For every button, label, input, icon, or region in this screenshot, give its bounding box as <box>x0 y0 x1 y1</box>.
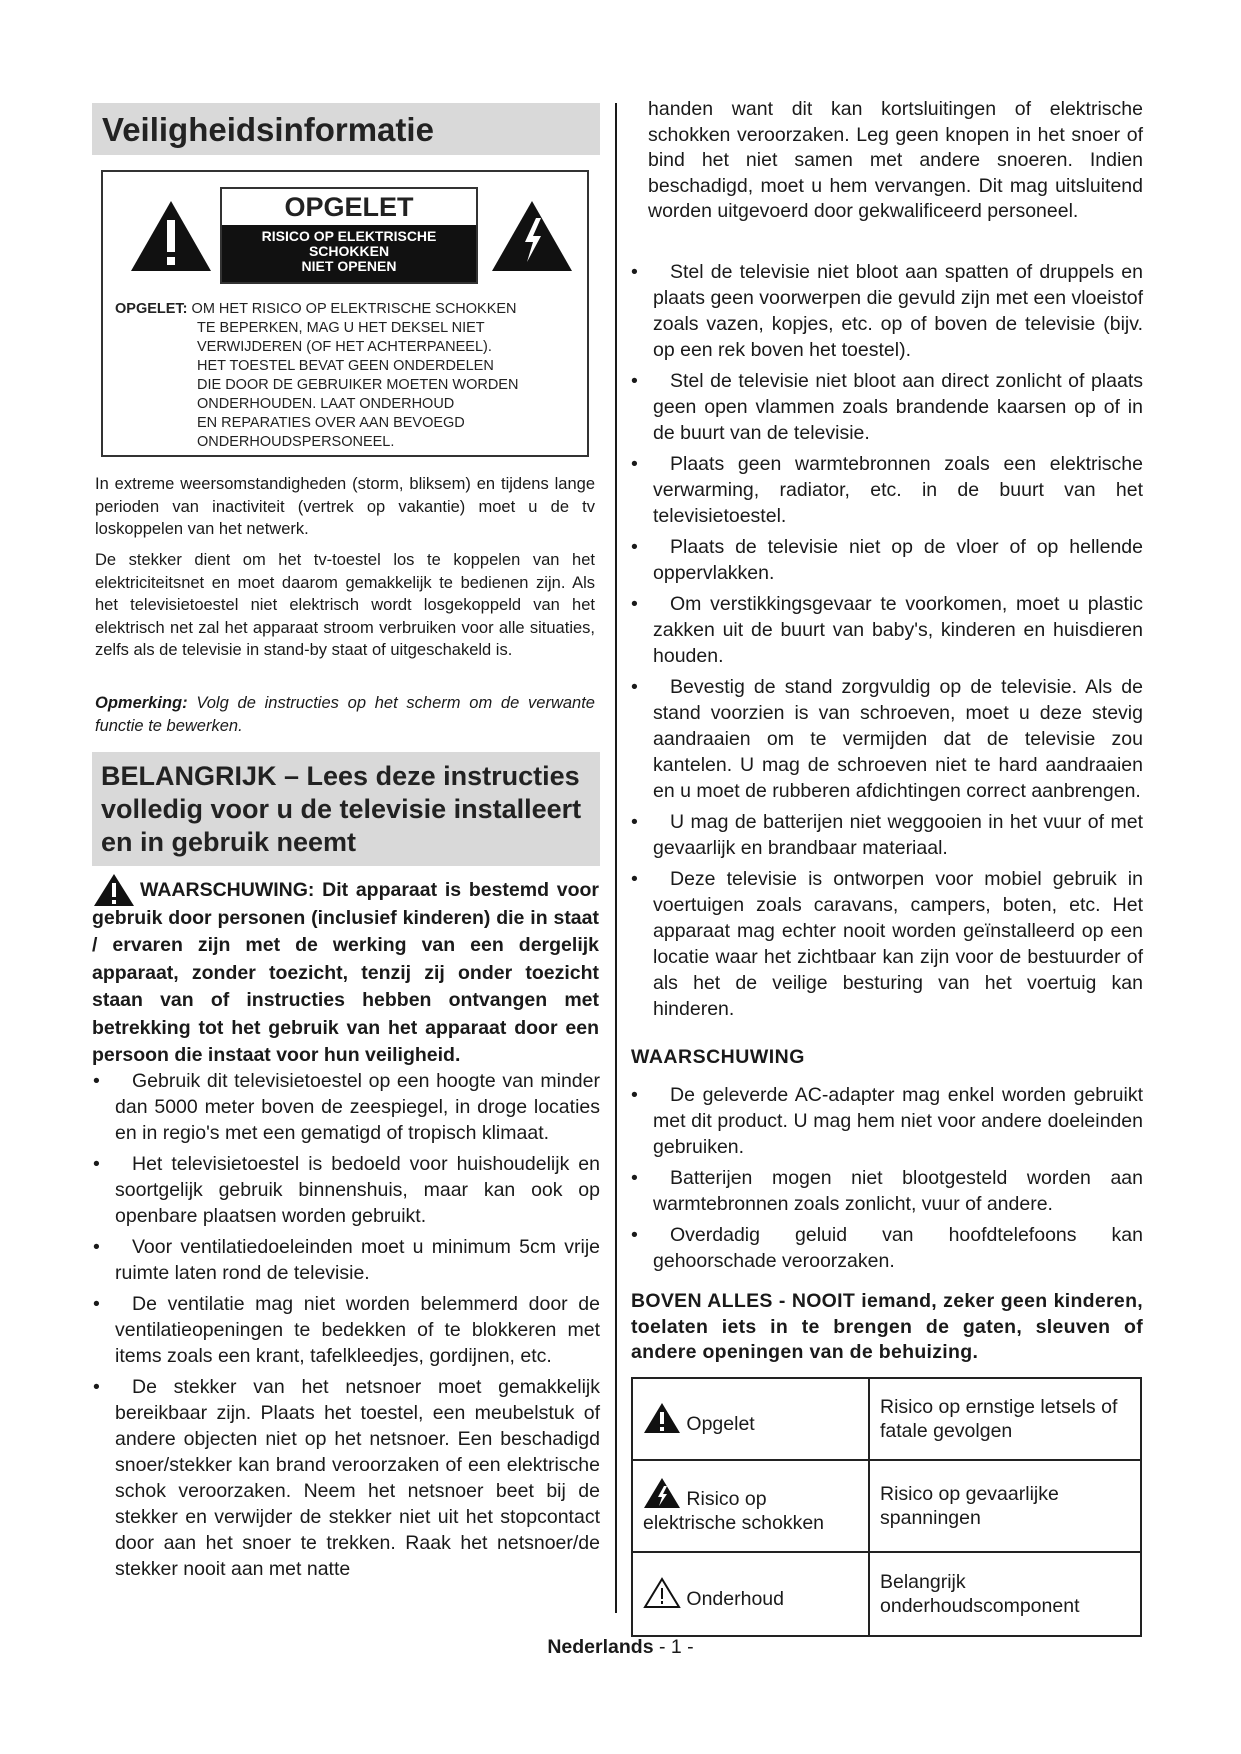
important-heading-text: BELANGRIJK – Lees deze instructies volledig voor u de televisie installeert en in gebruik neemt <box>101 761 582 857</box>
page-title: Veiligheidsinformatie <box>102 111 434 148</box>
list-item-text: Deze televisie is ontworpen voor mobiel gebruik in voertuigen zoals caravans, campers, boten, etc. Het apparaat mag echter nooit worden geïnstalleerd op een locatie waar het zichtbaar kan zijn voor de bestuurder of als het de veilige besturing van het voertuig kan hinderen. <box>653 868 1143 1020</box>
lightning-triangle-icon <box>491 200 573 272</box>
caution-subtitle-line: RISICO OP ELEKTRISCHE <box>261 228 437 244</box>
symbol-cell <box>632 1460 869 1552</box>
caution-subtitle-line: NIET OPENEN <box>301 258 397 274</box>
symbol-cell <box>632 1552 869 1636</box>
list-item-text: Het televisietoestel is bedoeld voor huishoudelijk en soortgelijk gebruik binnenshuis, maar kan ook op openbare plaatsen worden gebruikt. <box>115 1153 600 1227</box>
lightning-triangle-icon <box>643 1477 681 1509</box>
list-item-text: Voor ventilatiedoeleinden moet u minimum 5cm vrije ruimte laten rond de televisie. <box>115 1236 600 1284</box>
caution-text-label: OPGELET: <box>115 301 188 317</box>
list-item-text: U mag de batterijen niet weggooien in het vuur of met gevaarlijk en brandbaar materiaal. <box>653 811 1143 859</box>
caution-subtitle <box>222 225 476 282</box>
warning-bullet-list <box>631 1082 1143 1279</box>
caution-text-line: ONDERHOUDEN. LAAT ONDERHOUD <box>197 396 455 412</box>
weather-paragraph: In extreme weersomstandigheden (storm, bliksem) en tijdens lange perioden van inactiviteit (vertrek op vakantie) moet u de tv loskoppelen van het netwerk. <box>95 475 595 538</box>
right-bullet-list <box>631 259 1143 1027</box>
list-item <box>93 1291 600 1369</box>
list-item-text: Batterijen mogen niet blootgesteld worden aan warmtebronnen zoals zonlicht, vuur of andere. <box>653 1167 1143 1215</box>
caution-box <box>101 170 589 457</box>
symbol-label: Opgelet <box>686 1413 755 1435</box>
page-heading <box>92 103 600 155</box>
symbol-description: Belangrijk onderhoudscomponent <box>869 1552 1141 1636</box>
note-label: Opmerking: <box>95 694 188 712</box>
list-item <box>93 1151 600 1229</box>
symbol-description: Risico op gevaarlijke spanningen <box>869 1460 1141 1552</box>
caution-text-line: HET TOESTEL BEVAT GEEN ONDERDELEN <box>197 358 494 374</box>
caution-subtitle-line: SCHOKKEN <box>308 243 390 259</box>
opgelet-label-frame <box>220 187 478 284</box>
symbol-description: Risico op ernstige letsels of fatale gevolgen <box>869 1378 1141 1460</box>
list-item-text: Om verstikkingsgevaar te voorkomen, moet u plastic zakken uit de buurt van baby's, kinderen en huisdieren houden. <box>653 593 1143 667</box>
above-all-paragraph: BOVEN ALLES - NOOIT iemand, zeker geen kinderen, toelaten iets in te brengen de gaten, sleuven of andere openingen van de behuizing. <box>631 1290 1143 1363</box>
list-item <box>631 866 1143 1022</box>
caution-text-line: VERWIJDEREN (OF HET ACHTERPANEEL). <box>197 339 492 355</box>
caution-text-line: OM HET RISICO OP ELEKTRISCHE SCHOKKEN <box>191 301 517 317</box>
list-item-text: Overdadig geluid van hoofdtelefoons kan gehoorschade veroorzaken. <box>653 1224 1143 1272</box>
footer-page-number: - 1 - <box>658 1636 694 1658</box>
symbol-label: Onderhoud <box>686 1588 784 1610</box>
footer-language: Nederlands <box>547 1636 654 1658</box>
list-item <box>93 1374 600 1582</box>
list-item <box>631 591 1143 669</box>
caution-text <box>115 300 585 452</box>
list-item <box>93 1068 600 1146</box>
note-paragraph <box>95 692 595 737</box>
list-item <box>631 674 1143 804</box>
left-bullet-list <box>93 1068 600 1587</box>
symbol-cell <box>632 1378 869 1460</box>
list-item <box>93 1234 600 1286</box>
column-divider <box>615 103 617 1613</box>
list-item-text: De ventilatie mag niet worden belemmerd door de ventilatieopeningen te bedekken of te blokkeren met items zoals een krant, tafelkleedjes, gordijnen, etc. <box>115 1293 600 1367</box>
table-row <box>632 1378 1141 1460</box>
warning-paragraph: WAARSCHUWING: Dit apparaat is bestemd voor gebruik door personen (inclusief kinderen) die in staat / ervaren zijn met de werking van een dergelijk apparaat, zonder toezicht, tenzij zij onder toezicht staan van of instructies hebben ontvangen met betrekking tot het gebruik van het apparaat door een persoon die instaat voor hun veiligheid. <box>92 879 599 1066</box>
list-item <box>631 1165 1143 1217</box>
symbol-label: Risico op elektrische schokken <box>643 1488 825 1534</box>
list-item <box>631 259 1143 363</box>
list-item-text: Bevestig de stand zorgvuldig op de televisie. Als de stand voorzien is van schroeven, moet u deze stevig aandraaien om te vermijden dat de televisie zou kantelen. U mag de schroeven niet te hard aandraaien en u moet de rubberen afdichtingen correct aanbrengen. <box>653 676 1143 802</box>
list-item <box>631 1082 1143 1160</box>
caution-text-line: EN REPARATIES OVER AAN BEVOEGD <box>197 415 465 431</box>
warning-section-title: WAARSCHUWING <box>631 1046 805 1068</box>
page-footer <box>0 1636 1241 1659</box>
list-item-text: Gebruik dit televisietoestel op een hoogte van minder dan 5000 meter boven de zeespiegel, in droge locaties en in regio's met een gematigd of tropisch klimaat. <box>115 1070 600 1144</box>
important-heading <box>92 752 600 866</box>
exclamation-triangle-icon <box>130 200 212 272</box>
list-item-text: Stel de televisie niet bloot aan spatten of druppels en plaats geen voorwerpen die gevuld zijn met een vloeistof zoals vazen, kopjes, etc. op of boven de televisie (bijv. op een rek boven het toestel). <box>653 261 1143 361</box>
table-row <box>632 1552 1141 1636</box>
list-item <box>631 534 1143 586</box>
list-item <box>631 809 1143 861</box>
list-item <box>631 368 1143 446</box>
list-item <box>631 1222 1143 1274</box>
list-item <box>631 451 1143 529</box>
outline-warning-triangle-icon <box>643 1577 681 1609</box>
caution-text-line: ONDERHOUDSPERSONEEL. <box>197 434 395 450</box>
caution-text-line: DIE DOOR DE GEBRUIKER MOETEN WORDEN <box>197 377 519 393</box>
list-item-text: De geleverde AC-adapter mag enkel worden gebruikt met dit product. U mag hem niet voor andere doeleinden gebruiken. <box>653 1084 1143 1158</box>
caution-text-line: TE BEPERKEN, MAG U HET DEKSEL NIET <box>197 320 485 336</box>
continuation-paragraph: handen want dit kan kortsluitingen of elektrische schokken veroorzaken. Leg geen knopen in het snoer of bind het niet samen met andere snoeren. Indien beschadigd, moet u hem vervangen. Dit mag uitsluitend worden uitgevoerd door gekwalificeerd personeel. <box>648 98 1143 222</box>
list-item-text: Stel de televisie niet bloot aan direct zonlicht of plaats geen open vlammen zoals brandende kaarsen op of in de buurt van de televisie. <box>653 370 1143 444</box>
symbol-table <box>631 1377 1142 1637</box>
table-row <box>632 1460 1141 1552</box>
list-item-text: De stekker van het netsnoer moet gemakkelijk bereikbaar zijn. Plaats het toestel, een meubelstuk of andere objecten niet op het netsnoer. Een beschadigd snoer/stekker kan brand veroorzaken of een elektrische schok veroorzaken. Neem het netsnoer beet bij de stekker en verwijder de stekker niet uit het stopcontact door aan het snoer te trekken. Raak het netsnoer/de stekker nooit aan met natte <box>115 1376 600 1580</box>
note-text: Volg de instructies op het scherm om de verwante functie te bewerken. <box>95 694 595 735</box>
list-item-text: Plaats de televisie niet op de vloer of op hellende oppervlakken. <box>653 536 1143 584</box>
filled-warning-triangle-icon <box>643 1402 681 1434</box>
list-item-text: Plaats geen warmtebronnen zoals een elektrische verwarming, radiator, etc. in de buurt van het televisietoestel. <box>653 453 1143 527</box>
caution-title: OPGELET <box>284 192 414 222</box>
plug-paragraph: De stekker dient om het tv-toestel los te koppelen van het elektriciteitsnet en moet daarom gemakkelijk te bedienen zijn. Als het televisietoestel niet elektrisch wordt losgekoppeld van het elektrisch net zal het apparaat stroom verbruiken voor alle situaties, zelfs als de televisie in stand-by staat of uitgeschakeld is. <box>95 551 595 659</box>
